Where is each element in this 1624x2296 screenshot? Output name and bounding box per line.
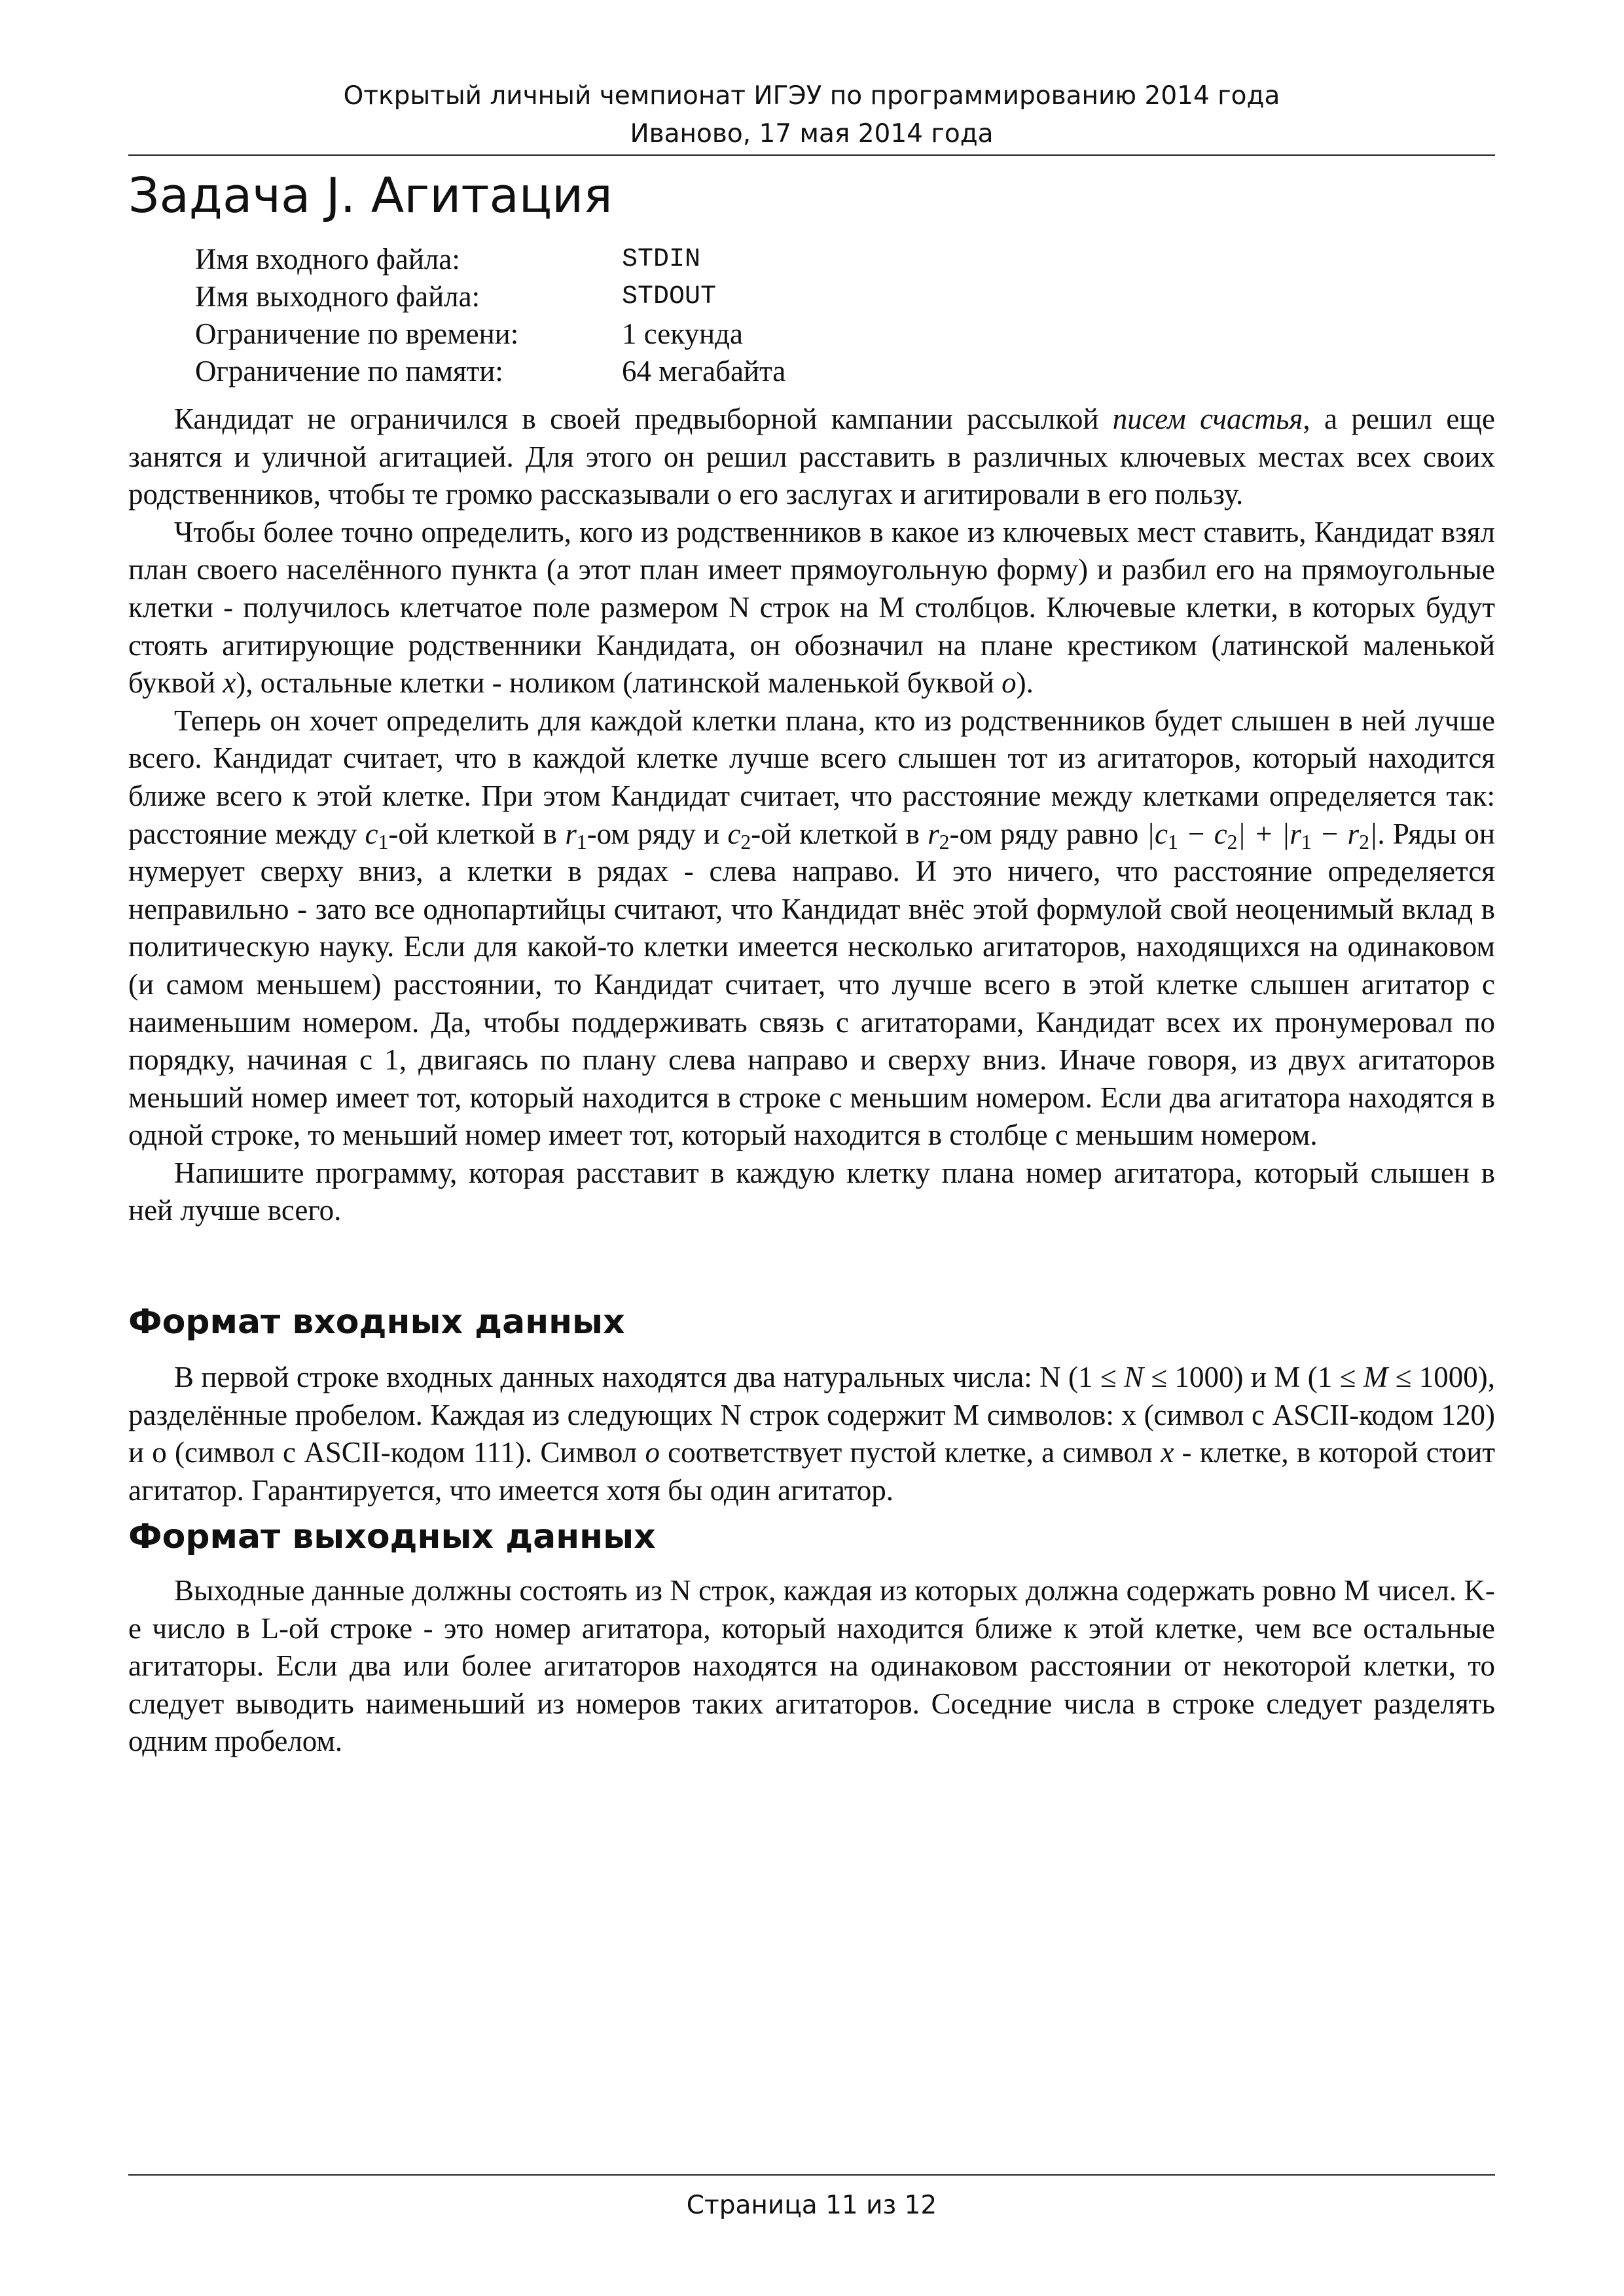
text-run: -ой клеткой в [388,817,566,850]
text-run: Чтобы более точно определить, кого из родственников в какое из ключевых мест ставить, Кандидат взял план своего населённого пункта (а этот план имеет прямоугольную форму) и разбил его на прямоугольные клетки - получилось клетчатое поле размером N строк на M столбцов. Ключевые клетки, в которых будут стоять агитирующие родственники Кандидата, он обозначил на плане крестиком (латинской маленькой буквой [128,515,1495,700]
text-run: ≤ 1000) и M (1 ≤ [1144,1361,1363,1393]
limits-row-time [195,315,785,353]
math-var: N [1123,1361,1144,1393]
formula-part: − r [1311,817,1360,850]
limits-row-output [195,278,785,315]
text-run: Теперь он хочет определить для каждой клетки плана, кто из родственников будет слышен в ней лучше всего. Кандидат считает, что в каждой клетке лучше всего слышен тот из агитаторов, который находится ближе всего к этой клетке. При этом Кандидат считает, что расстояние между клетками определяется так: расстояние между [128,704,1495,850]
header-contest-title: Открытый личный чемпионат ИГЭУ по программированию 2014 года [343,81,1280,111]
limit-label: Имя входного файла: [195,243,460,276]
formula-part: | + |r [1237,817,1301,850]
output-format-text [128,1572,1495,1761]
text-run: ). [1016,666,1034,700]
problem-statement [128,401,1495,1230]
math-var: x [223,666,236,700]
page-footer: Страница 11 из 12 [686,2191,937,2220]
statement-paragraph [128,514,1495,702]
limits-row-input [195,241,785,278]
text-run: В первой строке входных данных находятся два натуральных числа: N (1 ≤ [174,1361,1124,1393]
header-rule [128,154,1495,156]
formula-sub: 2 [1359,830,1369,853]
math-var: c [365,817,378,850]
text-run: ≤ 1000), разделённые пробелом. Каждая из следующих N строк содержит M символов: x (символ с ASCII-кодом 120) и o (символ с ASCII-кодом 111). Символ [128,1361,1495,1469]
text-run: -ой клеткой в [751,817,928,850]
text-run: ), остальные клетки - ноликом (латинской маленькой буквой [236,666,1002,700]
limit-value: STDOUT [622,282,717,312]
math-var: x [1161,1436,1174,1469]
formula-part: |c [1146,817,1168,850]
text-run: -ом ряду и [586,817,728,850]
limit-value: 1 секунда [622,317,743,350]
problem-title: Задача J. Агитация [128,168,613,224]
text-run: , а решил еще занятся и уличной агитацией. Для этого он решил расставить в различных ключевых местах всех своих родственников, чтобы те громко рассказывали о его заслугах и агитировали в его пользу. [128,403,1496,511]
statement-paragraph [128,702,1495,1155]
limit-label: Ограничение по времени: [195,317,519,350]
limit-value: 64 мегабайта [622,355,786,387]
limit-value: STDIN [622,245,701,274]
math-var: o [645,1436,660,1469]
input-format-text [128,1359,1495,1509]
formula-part: | [1369,817,1378,850]
math-sub: 2 [740,830,751,853]
emphasis: писем счастья [1112,403,1303,435]
math-sub: 1 [576,830,587,853]
formula-part: − c [1178,817,1227,850]
math-var: M [1363,1361,1388,1393]
distance-formula [1146,817,1378,853]
output-format-heading: Формат выходных данных [128,1517,656,1556]
formula-sub: 2 [1227,830,1238,853]
math-var: c [727,817,741,850]
limit-label: Имя выходного файла: [195,280,480,313]
header-location-date: Иваново, 17 мая 2014 года [630,119,994,149]
math-var: r [565,817,577,850]
page-header [128,77,1495,153]
footer-rule [128,2174,1495,2176]
text-run: . Ряды он нумерует сверху вниз, а клетки в рядах - слева направо. И это ничего, что расстояние определяется неправильно - зато все однопартийцы считают, что Кандидат внёс этой формулой свой неоценимый вклад в политическую науку. Если для какой-то клетки имеется несколько агитаторов, находящихся на одинаковом (и самом меньшем) расстоянии, то Кандидат считает, что лучше всего в этой клетке слышен агитатор с наименьшим номером. Да, чтобы поддерживать связь с агитаторами, Кандидат всех их пронумеровал по порядку, начиная с 1, двигаясь по плану слева направо и сверху вниз. Иначе говоря, из двух агитаторов меньший номер имеет тот, который находится в строке с меньшим номером. Если два агитатора находятся в одной строке, то меньший номер имеет тот, который находится в столбце с меньшим номером. [128,817,1495,1152]
formula-sub: 1 [1167,830,1178,853]
problem-limits [195,241,785,390]
output-format-paragraph: Выходные данные должны состоять из N строк, каждая из которых должна содержать ровно M чисел. K-е число в L-ой строке - это номер агитатора, который находится ближе к этой клетке, чем все остальные агитаторы. Если два или более агитаторов находятся на одинаковом расстоянии от некоторой клетки, то следует выводить наименьший из номеров таких агитаторов. Соседние числа в строке следует разделять одним пробелом. [128,1574,1495,1758]
limit-label: Ограничение по памяти: [195,355,503,387]
statement-paragraph [128,401,1495,514]
limits-row-memory [195,353,785,390]
input-format-heading: Формат входных данных [128,1302,625,1342]
input-format-paragraph [128,1359,1495,1509]
math-var: r [928,817,939,850]
formula-sub: 1 [1301,830,1312,853]
math-var: o [1001,666,1017,700]
text-run: Кандидат не ограничился в своей предвыборной кампании рассылкой [174,403,1113,435]
statement-paragraph: Напишите программу, которая расставит в каждую клетку плана номер агитатора, который слышен в ней лучше всего. [128,1156,1495,1227]
math-sub: 2 [939,830,950,853]
math-sub: 1 [378,830,389,853]
text-run: -ом ряду равно [949,817,1147,850]
text-run: соответствует пустой клетке, а символ [659,1436,1161,1469]
text-run: - клетке, в которой стоит агитатор. Гарантируется, что имеется хотя бы один агитатор. [128,1436,1495,1507]
